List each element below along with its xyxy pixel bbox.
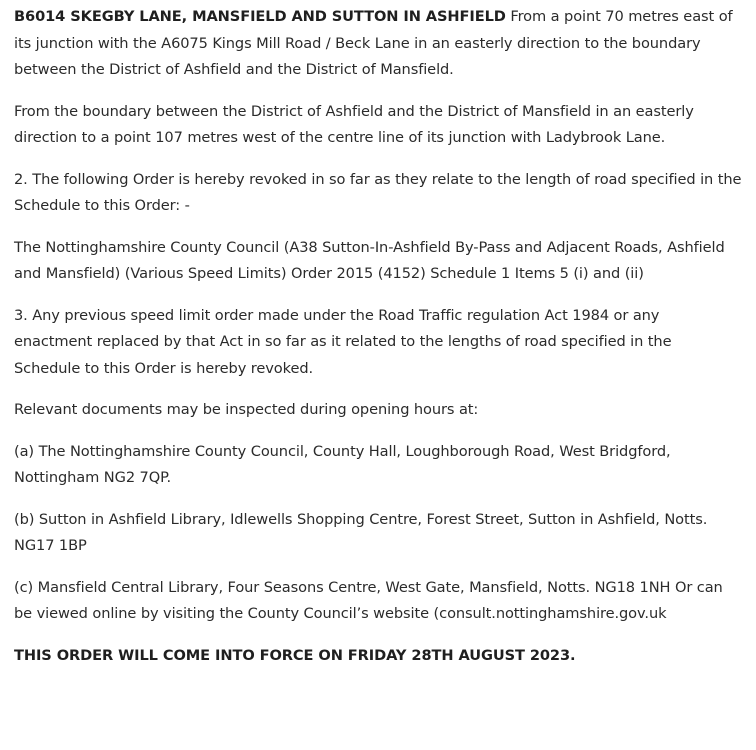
paragraph-documents-intro: Relevant documents may be inspected during opening hours at:	[14, 401, 479, 418]
paragraph-text: From a point 70 metres east of its junction with the A6075 Kings Mill Road / Beck Lane in an easterly direction to the boundary between the District of Ashfield and the District of Mansfield.	[14, 8, 733, 78]
road-heading: B6014 SKEGBY LANE, MANSFIELD AND SUTTON IN ASHFIELD	[14, 8, 506, 25]
paragraph-previous-orders: 3. Any previous speed limit order made under the Road Traffic regulation Act 1984 or any enactment replaced by that Act in so far as it related to the lengths of road specified in the Schedule to this Order is hereby revoked.	[14, 306, 672, 377]
paragraph-revocation: 2. The following Order is hereby revoked in so far as they relate to the length of road specified in the Schedule to this Order: -	[14, 170, 742, 214]
paragraph-boundary: From the boundary between the District of Ashfield and the District of Mansfield in an easterly direction to a point 107 metres west of the centre line of its junction with Ladybrook Lane.	[14, 102, 694, 146]
order-effective-date: THIS ORDER WILL COME INTO FORCE ON FRIDAY 28TH AUGUST 2023.	[14, 646, 576, 664]
paragraph-location-b: (b) Sutton in Ashfield Library, Idlewells Shopping Centre, Forest Street, Sutton in Ashfield, Notts. NG17 1BP	[14, 510, 708, 554]
paragraph-location-a: (a) The Nottinghamshire County Council, County Hall, Loughborough Road, West Bridgford, Nottingham NG2 7QP.	[14, 442, 671, 486]
paragraph-road-description	[14, 4, 742, 84]
paragraph-revoked-order: The Nottinghamshire County Council (A38 Sutton-In-Ashfield By-Pass and Adjacent Roads, Ashfield and Mansfield) (Various Speed Limits) Order 2015 (4152) Schedule 1 Items 5 (i) and (ii)	[14, 238, 725, 282]
paragraph-location-c: (c) Mansfield Central Library, Four Seasons Centre, West Gate, Mansfield, Notts. NG18 1NH Or can be viewed online by visiting the County Council’s website (consult.nottinghamshire.gov.uk	[14, 578, 723, 622]
